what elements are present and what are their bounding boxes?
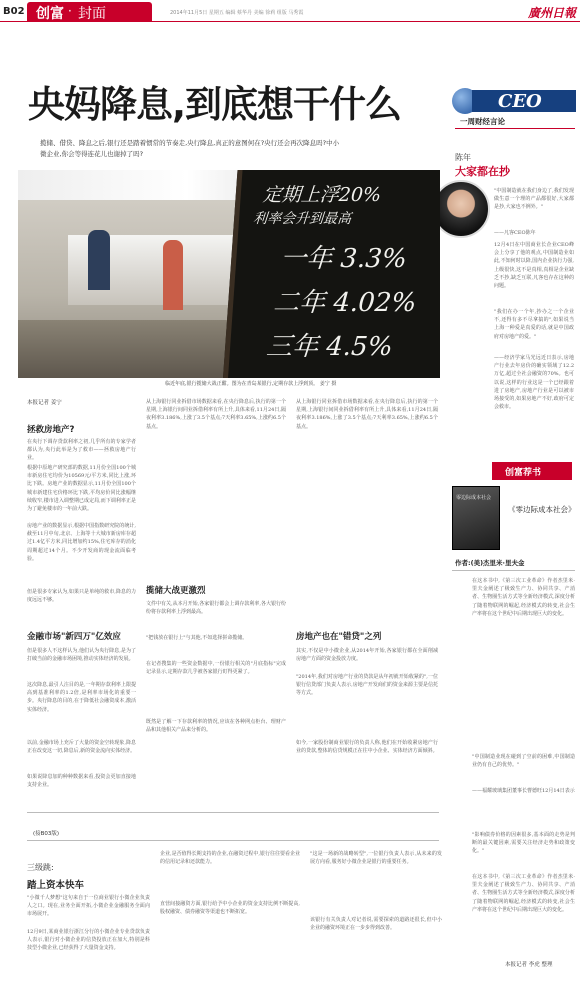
lower-col3-p5: "这是一场新的战略转型",一位银行负责人表示,从未来的发展方向看,服务好小微企业是银行的重要任务。 [310,851,442,866]
section-dot: · [68,4,72,18]
column-body-2: ——经济学家马光远近日表示,房地产行业去年房价的确实领域了12.2万亿,超过全社会融资的70%。也可以说,这样的行业这是一个已经跟着进了房地产,房地产行业是可以被市场接受的,如果房地产不好,政府可定会救市。 [494,355,574,411]
page-number: B02 [3,6,25,17]
deck-text: 揽储、借贷、降息之后,银行还是踏着惯常的节奏走,央行降息,真正的意图何在?央行还会再次降息吗?中小微企业,你会等得连花儿也谢掉了吗? [40,139,340,158]
article-col1-p1: 在央行下调存贷款利率之初,几乎所有的专家学者都认为,央行此举是为了救市——拯救房地产行业。 [27,439,136,462]
subhead-property-loans: 房地产也在"错贷"之列 [296,632,382,642]
lower-col2-p3: 企业,是否值得长期支持的企业,在融资过程中,银行往往要看企业的信用记录和还款能力。 [160,851,300,866]
board-line-2: 利率会升到最高 [252,211,352,227]
column-quote-2: "我们在办一个年,抄办之一个企业不,还得有多不尽拿搞的",如果说当上海一种爱是真爱的话,就是中国政府对房地产的爱。" [494,309,574,340]
article-col1-p3: 房地产业的数据显示,根据中国指数研究院的统计,截至11月中旬,北京、上海等十大城市新房库存超过1.4亿平方米,同比增加约15%,住宅库存的消化周期超过14个月。不少开发商的现金流面临考验。 [27,523,136,562]
photo-teller [88,230,110,290]
article-col2-p12: 在记者搜集的一些资金数据中,一份银行相关的"月底指标"完成记录显示,定期存款几乎被各家银行盯得更紧了。 [146,661,286,676]
article-col2-p9: 从上海银行同业拆借市场数据来看,在央行降息后,执行的第一个星期,上海银行间同业拆借利率有所上升,具体来看,11月24日,隔夜利率3.186%,上涨了3.5个基点;7天利率3.65%,上涨约6.5个基点。 [146,399,286,430]
lower-col3-p6: 该银行有关负责人对记者说,需要探索的道路还很长,但中小企业的融资环境正在一步步得到改善。 [310,917,442,932]
date-line: 2014年11月5日 星期五 编辑 蔡华丹 美编 徐莉 组版 马秀霞 [170,10,304,16]
article-col1-p2: 根据中原地产研究部的数据,11月份全国100个城市新房住宅均价为10569元/平方米,同比上涨,环比下跌。房地产业的数据显示,11月份全国100个城市新建住宅价格环比下跌,平均房价同比涨幅继续收窄,楼市进入调整期已成定局,而下调利率正是为了避免楼市的一年前大跌。 [27,465,136,513]
side-quote-2: "影响债券价格的因素很多,基本面的走势是判断的最关键因素,需要关注经济走势和政策变化。" [472,832,575,855]
ceo-logo: CEO [498,91,542,112]
section-sub: 封面 [78,6,106,22]
column-title: 大家都在抄 [455,165,510,178]
book-section-title: 创富荐书 [505,468,542,478]
lower-kicker: 三级跳: [27,863,54,872]
ceo-banner [452,86,576,124]
article-col3-p14: 其实,不仅是中小微企业,从2014年开始,各家银行都在全面削减房地产方面的资金投放力度。 [296,648,438,663]
article-col2-p13: 既然是了解一下存款利率的情况,应该在各种网点柜台、理财产品和其他相关产品来分析的。 [146,719,286,734]
side-quote-1-attribution: ——福耀玻璃集团董事长曹德旺12月14日表示 [472,788,575,794]
column-author: 陈年 [455,153,471,162]
author-portrait [432,180,490,238]
lower-col1-p1: "小微千人梦想"这句来自于一位商业银行小微企业负责人之口。现在,业务全面开拓,小微企业金融服务全面向市场展开。 [27,895,150,918]
book-intro: 在这本书中,《第三次工业革命》作者杰里米·里夫金阐述了极致生产力、协同共享、产消者、生物圈生活方式等全新经济模式,深度分析了随着物联网的崛起,经济模式的转变,社会生产率将在这个世纪中后期出现巨大的变化。 [472,578,575,617]
board-rate-2: 二年 4.02% [272,288,418,318]
article-col1-p8: 如果说降息加的种种数据来看,投资会更加直接地支持企业。 [27,774,136,789]
column-body-1: 12月4日在中国商业长企业CEO峰会上分享了他的观点,中国制造业如此,不知何时以降,国内企业执行力强,上级很快,这不是真相,真相是企业缺乏不抄,缺乏互联,凡客也存在这种的问题。 [494,242,574,290]
blackboard-sign [223,170,440,378]
book-author: 作者:(美)杰里米·里夫金 [455,559,525,567]
photo-customer [163,240,183,310]
continued-note: (接B03版) [33,831,60,837]
book-title: 《零边际成本社会》 [508,505,576,514]
lower-byline: 本报记者 李虎 整理 [505,962,553,968]
section-name: 创富 [36,6,64,22]
photo-caption: 临近年底,银行揽储大战正酣。图为在青岛某银行,定期存款上浮到顶。 姜宁 摄 [165,381,337,387]
subhead-deposit-war: 揽储大战更激烈 [146,586,206,596]
lower-col1-p2: 12月9日,某商业银行浙江分行的小微企业专业贷款负责人表示,银行对小微企业的信贷投放正在加大,特别是科技型小微企业,已经获得了大量资金支持。 [27,929,150,952]
subhead-financial-market: 金融市场"新四万"亿效应 [27,632,121,642]
lower-rule [27,812,439,813]
book-cover-title: 零边际成本社会 [456,495,492,501]
subhead-rescue-property: 拯救房地产? [27,425,75,435]
book-cover [452,486,500,550]
article-col3-p16: 如今,一家股份制商业银行的负责人称,他们在开始收紧房地产行业的贷款,整体的信贷规模正在往中小企业、实体经济方面倾斜。 [296,740,438,755]
article-col1-p5: 但是很多人不这样认为,他们认为央行降息,是为了打破当前的金融市场困境,推动实体经济的发展。 [27,648,136,663]
board-rate-1: 一年 3.3% [279,244,408,274]
masthead [0,0,580,22]
lower-rule-2 [27,840,439,841]
article-col3-p15: "2014年,我们对房地产行业的贷款是从年初就开始收紧的",一位银行信贷部门负责人表示,房地产开发商们的资金来源主要是信托等方式。 [296,674,438,697]
article-col1-p4: 但是很多专家认为,如果只是单纯的救市,降息的力度远远不够。 [27,589,136,604]
lower-col2-p4: 直营间接融资方面,银行给予中小企业的资金支持比例不断提高,股权融资、债券融资等渠道也不断拓宽。 [160,901,300,916]
side-quote-2-body: 在这本书中,《第三次工业革命》作者杰里米·里夫金阐述了极致生产力、协同共享、产消者、生物圈生活方式等全新经济模式,深度分析了随着物联网的崛起,经济模式的转变,社会生产率将在这个世纪中后期出现巨大的变化。 [472,874,575,913]
article-col1-p6: 这次降息,最引人注目的是,一年期存款利率上限提高到基准利率的1.2倍,是利率市场化的重要一步。央行降息的目的,在于降低社会融资成本,激活实体经济。 [27,682,136,713]
article-byline: 本报记者 姜宁 [27,400,62,406]
board-line-1: 定期上浮20% [262,184,382,206]
article-col3-body: 从上海银行同业拆借市场数据来看,在央行降息后,执行的第一个星期,上海银行间同业拆借利率有所上升,具体来看,11月24日,隔夜利率3.186%,上涨了3.5个基点;7天利率3.65%,上涨约6.5个基点。 [296,399,438,430]
bank-photo [18,170,440,378]
column-rule [455,128,575,129]
book-rule [452,570,575,571]
lower-title: 踏上资本快车 [27,880,85,891]
column-quote-1: "中国制造就在我们身边了,我们发现做生意一个理的产品都很好,大家都是抄,大家也不例外。" [494,188,574,211]
article-col1-p7: 以前,金融市场上充斥了大量的资金空转现象,降息正在改变这一切,降息后,新的资金流向实体经济。 [27,740,136,755]
column-attribution-1: ——凡客CEO陈年 [494,230,536,236]
board-rate-3: 三年 4.5% [265,332,394,362]
ceo-title: 一周财经言论 [460,117,505,126]
side-quote-1: "中国制造业现在碰到了空前的困难,中国制造业仍有自己的优势。" [472,754,575,769]
newspaper-logo: 廣州日報 [528,6,577,20]
article-col2-p10: 文件中有关,从本月开始,各家银行都会上调存款利率,各大银行纷纷将存款利率上浮到最高。 [146,601,286,616]
article-col2-p11: "把钱放在银行上"与其他,不如选择拼命揽储。 [146,635,248,641]
headline: 央妈降息,到底想干什么 [28,83,402,126]
